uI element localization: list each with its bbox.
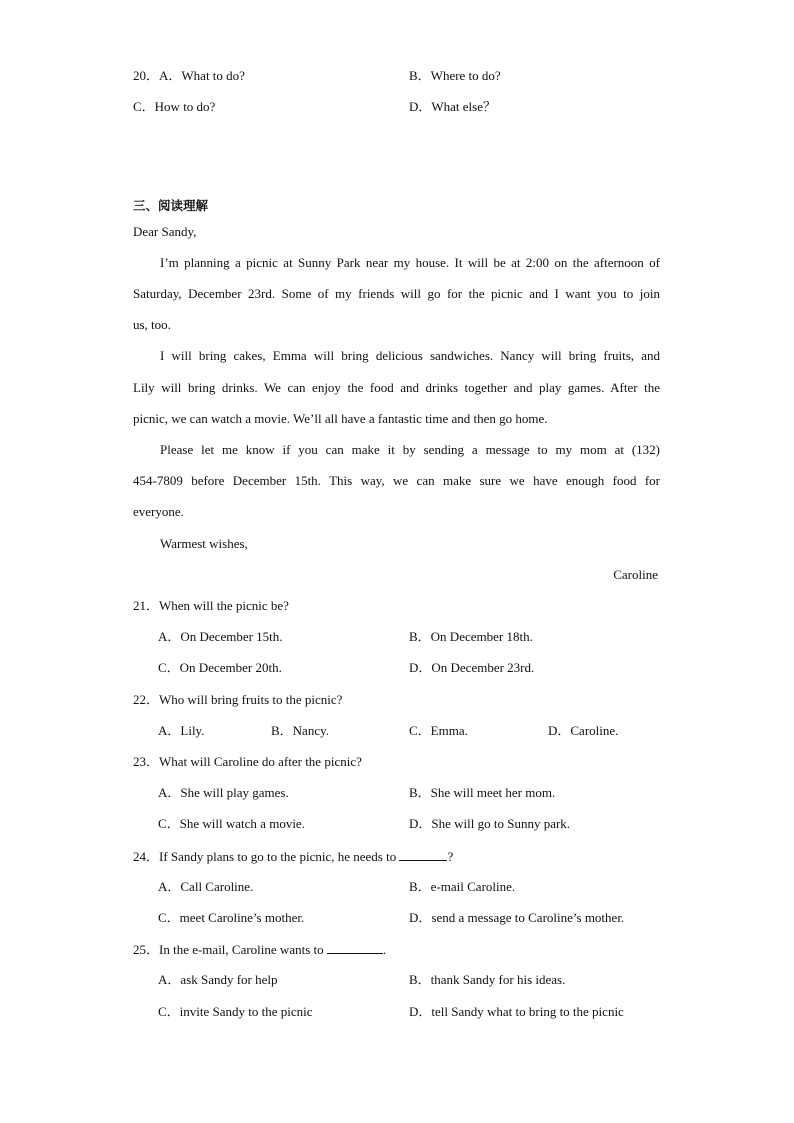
q24-option-d: D．send a message to Caroline’s mother.: [409, 910, 625, 925]
q25-option-a: A．ask Sandy for help: [158, 972, 278, 987]
q25-option-c: C．invite Sandy to the picnic: [158, 1004, 313, 1019]
letter-paragraph-2-line-3: picnic, we can watch a movie. We’ll all have a fantastic time and then go home.: [133, 411, 548, 426]
q24-option-b: B．e-mail Caroline.: [409, 879, 516, 894]
q23-option-a: A．She will play games.: [158, 785, 289, 800]
q24-stem-text: 24．If Sandy plans to go to the picnic, he needs to: [133, 849, 400, 864]
letter-signature: Caroline: [613, 567, 658, 582]
q22-option-a: A．Lily.: [158, 723, 205, 738]
q25-stem: [133, 941, 386, 958]
q20-option-d: D．What else？: [409, 99, 497, 114]
letter-paragraph-3-line-1: Please let me know if you can make it by sending a message to my mom at (132): [160, 442, 660, 457]
q22-option-c: C．Emma.: [409, 723, 468, 738]
q23-option-b: B．She will meet her mom.: [409, 785, 556, 800]
section-title: 三、阅读理解: [133, 198, 209, 213]
letter-paragraph-1-line-2: Saturday, December 23rd. Some of my friends will go for the picnic and I want you to join: [133, 286, 660, 301]
letter-paragraph-3-line-2: 454-7809 before December 15th. This way, we can make sure we have enough food for: [133, 473, 660, 488]
q23-stem: 23．What will Caroline do after the picnic?: [133, 754, 362, 769]
q20-option-c: C．How to do?: [133, 99, 216, 114]
q22-option-d: D．Caroline.: [548, 723, 619, 738]
letter-paragraph-3-line-3: everyone.: [133, 504, 184, 519]
q21-option-a: A．On December 15th.: [158, 629, 283, 644]
q25-stem-text: 25．In the e-mail, Caroline wants to: [133, 942, 327, 957]
letter-closing: Warmest wishes,: [160, 536, 248, 551]
q20-option-a: [133, 68, 245, 84]
q24-answer-blank[interactable]: [399, 848, 447, 861]
q23-option-c: C．She will watch a movie.: [158, 816, 305, 831]
q24-stem: [133, 848, 453, 865]
q22-option-b: B．Nancy.: [271, 723, 330, 738]
q23-option-d: D．She will go to Sunny park.: [409, 816, 571, 831]
q25-option-b: B．thank Sandy for his ideas.: [409, 972, 566, 987]
q21-option-d: D．On December 23rd.: [409, 660, 535, 675]
q24-stem-end: ?: [447, 849, 454, 864]
q24-option-a: A．Call Caroline.: [158, 879, 254, 894]
q22-stem: 22．Who will bring fruits to the picnic?: [133, 692, 343, 707]
letter-greeting: Dear Sandy,: [133, 224, 197, 239]
q20-option-b: B．Where to do?: [409, 68, 501, 83]
q21-option-b: B．On December 18th.: [409, 629, 533, 644]
letter-paragraph-2-line-2: Lily will bring drinks. We can enjoy the food and drinks together and play games. After the: [133, 380, 660, 395]
q21-option-c: C．On December 20th.: [158, 660, 282, 675]
q25-answer-blank[interactable]: [327, 941, 383, 954]
q20-number: 20．: [133, 68, 160, 83]
q24-option-c: C．meet Caroline’s mother.: [158, 910, 305, 925]
q21-stem: 21．When will the picnic be?: [133, 598, 289, 613]
q25-stem-end: .: [382, 942, 387, 957]
letter-paragraph-1-line-3: us, too.: [133, 317, 171, 332]
q25-option-d: D．tell Sandy what to bring to the picnic: [409, 1004, 624, 1019]
letter-paragraph-1-line-1: I’m planning a picnic at Sunny Park near my house. It will be at 2:00 on the afternoon of: [160, 255, 660, 270]
q20-option-a-text: A．What to do?: [159, 68, 245, 83]
letter-paragraph-2-line-1: I will bring cakes, Emma will bring delicious sandwiches. Nancy will bring fruits, and: [160, 348, 660, 363]
